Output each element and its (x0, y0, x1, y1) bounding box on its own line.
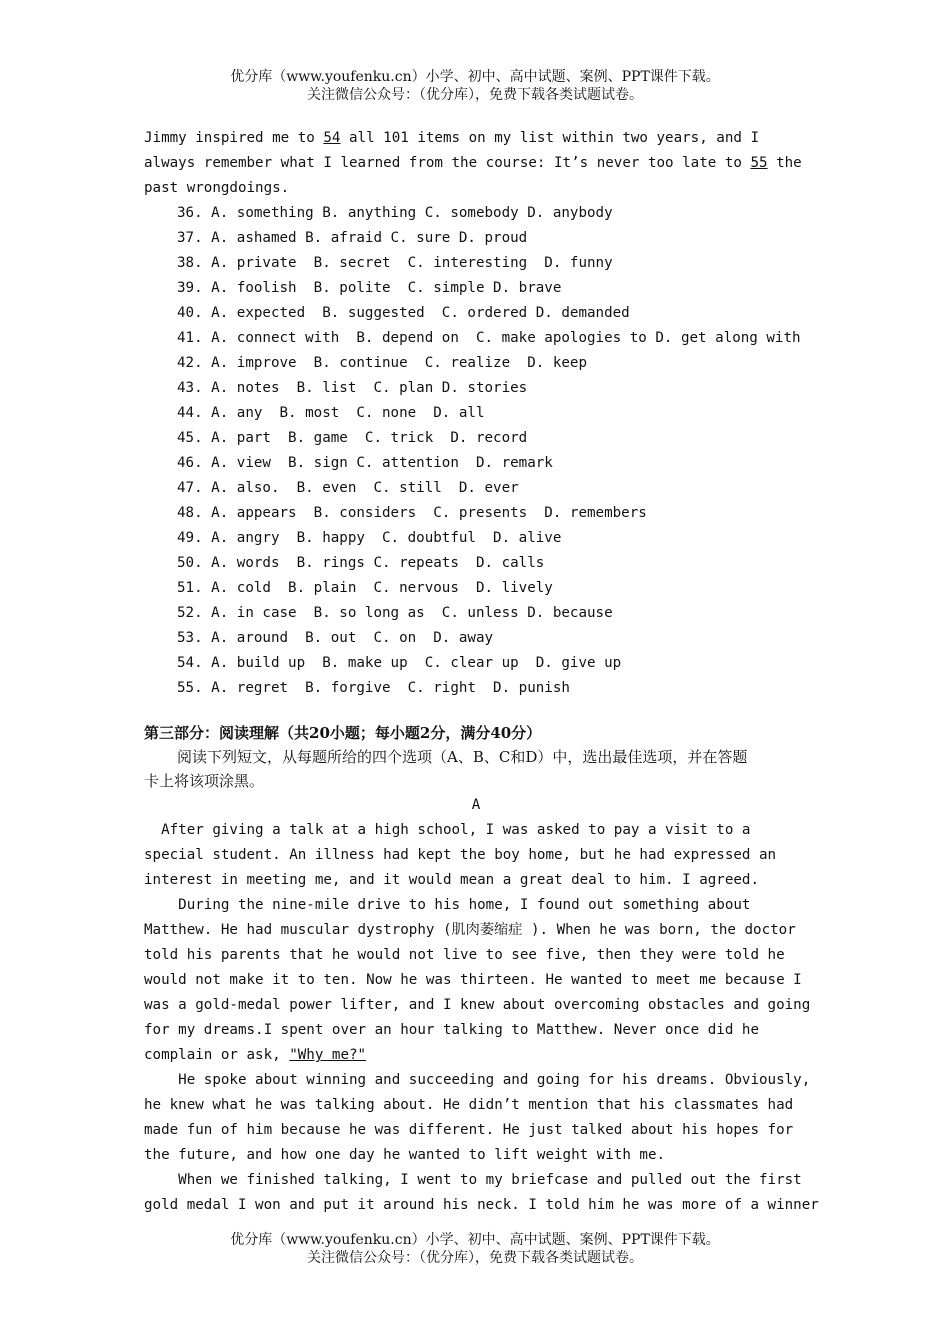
text-line: interest in meeting me, and it would mean a great deal to him. I agreed. (144, 872, 759, 888)
text-line: made fun of him because he was different. He just talked about his hopes for (144, 1122, 794, 1138)
passage-a (144, 793, 819, 1218)
text-line: the future, and how one day he wanted to lift weight with me. (144, 1147, 666, 1163)
question-item: 41. A. connect with B. depend on C. make apologies to D. get along with (177, 330, 801, 346)
text-line: he knew what he was talking about. He didn’t mention that his classmates had (144, 1097, 794, 1113)
blank-54: 54 (323, 130, 341, 146)
question-item: 51. A. cold B. plain C. nervous D. lively (177, 580, 553, 596)
text-line (144, 126, 808, 151)
text-line: After giving a talk at a high school, I was asked to pay a visit to a (144, 822, 751, 838)
text-line: During the nine-mile drive to his home, I found out something about (144, 897, 751, 913)
question-item: 44. A. any B. most C. none D. all (177, 405, 485, 421)
question-list (144, 201, 808, 701)
underlined-quote: "Why me?" (289, 1047, 367, 1063)
text-line: told his parents that he would not live to see five, then they were told he (144, 947, 785, 963)
question-item: 48. A. appears B. considers C. presents D. remembers (177, 505, 647, 521)
question-item: 37. A. ashamed B. afraid C. sure D. proud (177, 230, 528, 246)
text-line (144, 151, 808, 176)
text-line: was a gold-medal power lifter, and I knew about overcoming obstacles and going (144, 997, 811, 1013)
text-line: would not make it to ten. Now he was thirteen. He wanted to meet me because I (144, 972, 802, 988)
question-item: 39. A. foolish B. polite C. simple D. brave (177, 280, 562, 296)
text-segment: Jimmy inspired me to (144, 130, 324, 146)
question-item: 50. A. words B. rings C. repeats D. calls (177, 555, 545, 571)
question-item: 43. A. notes B. list C. plan D. stories (177, 380, 528, 396)
question-item: 45. A. part B. game C. trick D. record (177, 430, 528, 446)
section-title: 第三部分：阅读理解（共20小题；每小题2分，满分40分） (144, 724, 542, 742)
text-line: gold medal I won and put it around his neck. I told him he was more of a winner (144, 1197, 819, 1213)
text-line: past wrongdoings. (144, 180, 290, 196)
text-line: Matthew. He had muscular dystrophy (肌肉萎缩症 ). When he was born, the doctor (144, 922, 796, 938)
question-item: 38. A. private B. secret C. interesting D. funny (177, 255, 613, 271)
footer-line-1: 优分库（www.youfenku.cn）小学、初中、高中试题、案例、PPT课件下载。 (230, 1232, 720, 1248)
page-footer (0, 1231, 950, 1267)
question-item: 55. A. regret B. forgive C. right D. punish (177, 680, 570, 696)
text-segment: complain or ask, (144, 1047, 290, 1063)
text-segment: always remember what I learned from the course: It’s never too late to (144, 155, 751, 171)
header-line-2: 关注微信公众号：（优分库），免费下载各类试题试卷。 (307, 87, 643, 103)
footer-line-2: 关注微信公众号：（优分库），免费下载各类试题试卷。 (307, 1250, 643, 1266)
question-item: 42. A. improve B. continue C. realize D. keep (177, 355, 587, 371)
question-item: 46. A. view B. sign C. attention D. remark (177, 455, 553, 471)
page-content (144, 126, 819, 1218)
blank-55: 55 (750, 155, 768, 171)
question-item: 49. A. angry B. happy C. doubtful D. alive (177, 530, 562, 546)
instructions (144, 745, 808, 769)
question-item: 53. A. around B. out C. on D. away (177, 630, 494, 646)
text-segment: all 101 items on my list within two years, and I (340, 130, 760, 146)
text-segment: the (767, 155, 802, 171)
question-item: 40. A. expected B. suggested C. ordered D. demanded (177, 305, 630, 321)
question-item: 47. A. also. B. even C. still D. ever (177, 480, 519, 496)
text-line: for my dreams.I spent over an hour talking to Matthew. Never once did he (144, 1022, 759, 1038)
text-line: When we finished talking, I went to my briefcase and pulled out the first (144, 1172, 802, 1188)
passage-letter: A (471, 797, 481, 813)
text-line: special student. An illness had kept the boy home, but he had expressed an (144, 847, 777, 863)
text-line: He spoke about winning and succeeding and going for his dreams. Obviously, (144, 1072, 811, 1088)
text-line (144, 1043, 808, 1068)
instructions-line-2: 卡上将该项涂黑。 (144, 772, 265, 790)
question-item: 54. A. build up B. make up C. clear up D. give up (177, 655, 622, 671)
instructions-line-1: 阅读下列短文，从每题所给的四个选项（A、B、C和D）中，选出最佳选项，并在答题 (177, 748, 748, 766)
header-line-1: 优分库（www.youfenku.cn）小学、初中、高中试题、案例、PPT课件下载。 (230, 69, 720, 85)
question-item: 52. A. in case B. so long as C. unless D. because (177, 605, 613, 621)
question-item: 36. A. something B. anything C. somebody D. anybody (177, 205, 613, 221)
passage-conclusion (144, 126, 808, 201)
page-header (0, 68, 950, 104)
